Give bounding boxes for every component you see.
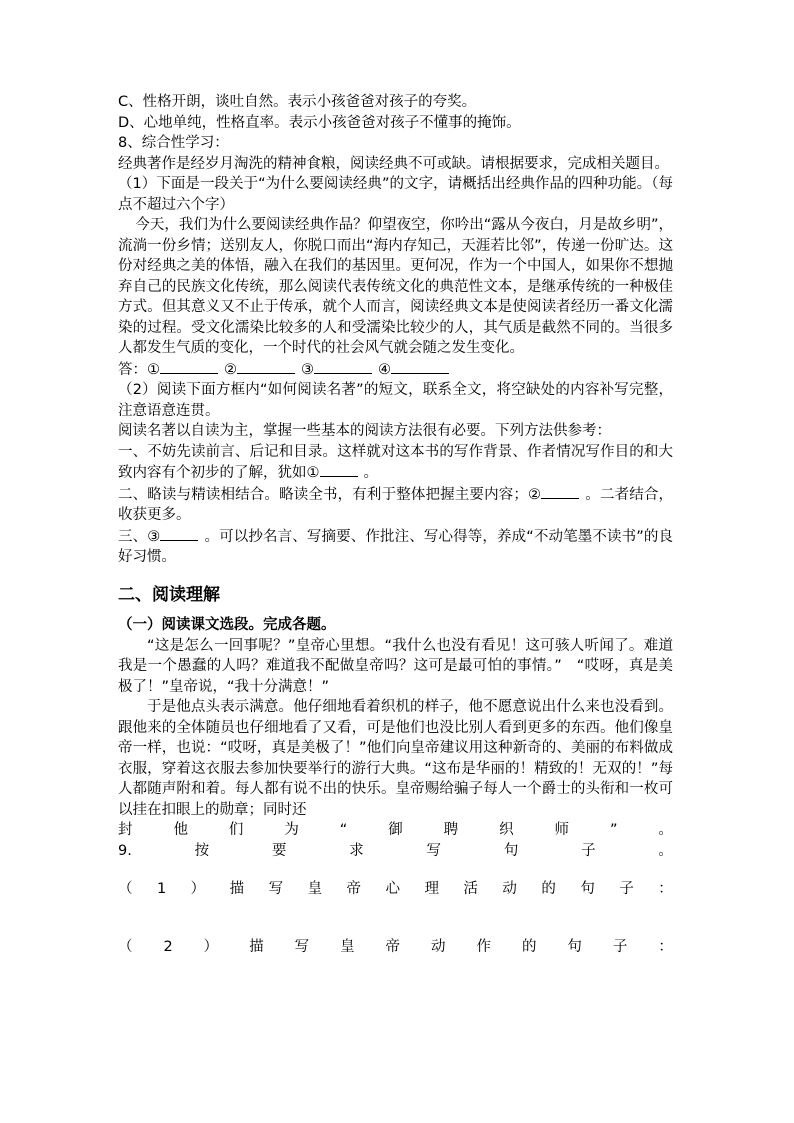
glyph: 句 [567,939,582,955]
glyph: 写 [426,842,442,859]
glyph: 9. [118,842,132,859]
method-2-end: 。二者结合，收获更多。 [118,486,674,523]
glyph: 封 [118,822,133,838]
glyph: （ [118,939,133,955]
method-3-start: 三、 [118,528,148,545]
glyph: 。 [658,842,673,859]
glyph: 的 [521,939,537,955]
glyph: 句 [503,842,519,859]
glyph: 求 [349,842,364,859]
method-3-end: 。可以抄名言、写摘要、作批注、写心得等，养成“不动笔墨不读书”的良好习惯。 [118,528,673,565]
option-d: D、心地单纯，性格直率。表示小孩爸爸对孩子不懂事的掩饰。 [118,114,521,131]
marker-4: ④ [378,361,391,378]
glyph: 按 [194,842,210,859]
glyph: 皇 [340,939,355,955]
question-9-title [118,841,673,862]
marker-3: ③ [301,361,314,378]
glyph: 。 [658,822,673,838]
method-2 [118,484,673,526]
glyph: 描 [229,881,245,897]
option-c: C、性格开朗，谈吐自然。表示小孩爸爸对孩子的夸奖。 [118,94,477,110]
glyph: “ [339,822,348,838]
question-8-part-1: （1）下面是一段关于“为什么要阅读经典”的文字，请概括出经典作品的四种功能。（每点不超过六个字） [118,176,673,213]
glyph: 动 [502,881,517,897]
method-3-marker: ③ [147,528,161,545]
method-2-blank[interactable] [541,484,579,499]
glyph: 皇 [307,881,323,897]
glyph: ” [609,822,618,838]
section-2-heading: 二、阅读理解 [118,584,220,605]
method-1 [118,442,673,484]
glyph: 为 [284,822,299,838]
reading-paragraph-2: 于是他点头表示满意。他仔细地看着织机的样子，他不愿意说出什么来也没看到。跟他来的全体随员也仔细地看了又看，可是他们也没比别人看到更多的东西。他们像皇帝一样，也说：“哎呀，真是美极了！”他们向皇帝建议用这种新奇的、美丽的布料做成衣服，穿着这衣服去参加快要举行的游行大典。“这布是华丽的！精致的！无双的！”每人都随声附和着。每人都有说不出的快乐。皇帝赐给骗子每人一个爵士的头衔和一枚可以挂在扣眼上的勋章；同时还 [118,699,673,818]
question-8-passage: 今天，我们为什么要阅读经典作品？仰望夜空，你吟出“露从今夜白，月是故乡明”，流淌一份乡情；送别友人，你脱口而出“海内存知己，天涯若比邻”，传递一份旷达。这份对经典之美的体悟，融入在我们的基因里。更何况，作为一个中国人，如果你不想抛弃自己的民族文化传统，那么阅读代表传统文化的典范性文本，是继承传统的一种极佳方式。但其意义又不止于传承，就个人而言，阅读经典文本是使阅读者经历一番文化濡染的过程。受文化濡染比较多的人和受濡染比较少的人，其气质是截然不同的。当很多人都发生气质的变化，一个时代的社会风气就会随之发生变化。 [118,217,673,356]
glyph: 帝 [346,881,362,897]
glyph: 帝 [385,939,401,955]
reading-paragraph-1: “这是怎么一回事呢？”皇帝心里想。“我什么也没有看见！这可骇人听闻了。难道我是一个愚蠢的人吗？难道我不配做皇帝吗？这可是最可怕的事情。” “哎呀，真是美极了！”皇帝说，“我十分满意！” [118,637,673,695]
question-9-part-1 [118,879,673,899]
question-8-title: 8、综合性学习： [118,135,229,151]
box-intro: 阅读名著以自读为主，掌握一些基本的阅读方法很有必要。下列方法供参考： [118,423,611,439]
method-2-text: 二、略读与精读相结合。略读全书，有利于整体把握主要内容； [118,486,528,503]
answer-blank-4[interactable] [391,359,449,374]
marker-2: ② [224,361,237,378]
glyph: ： [658,881,673,897]
method-2-marker: ② [527,486,542,503]
question-8-part-2: （2）阅读下面方框内“如何阅读名著”的短文，联系全文，将空缺处的内容补写完整，注意语意连贯。 [118,382,673,419]
question-8-intro: 经典著作是经岁月淘洗的精神食粮，阅读经典不可或缺。请根据要求，完成相关题目。 [118,155,669,172]
section-2-subheading: （一）阅读课文选段。完成各题。 [118,616,336,633]
method-1-text: 一、不妨先读前言、后记和目录。这样就对这本书的写作背景、作者情况写作目的和大致内容有个初步的了解，犹如 [118,443,673,481]
glyph: 写 [294,939,310,955]
glyph: 动 [431,939,446,955]
glyph: 织 [499,822,514,838]
glyph: ： [658,939,673,955]
glyph: 子 [581,842,596,859]
glyph: 心 [385,881,401,897]
glyph: 的 [541,881,556,897]
question-9-part-2 [118,937,673,957]
glyph: 子 [612,939,628,955]
glyph: 师 [554,822,570,838]
glyph: ） [190,881,206,897]
glyph: 子 [619,881,634,897]
method-3 [118,526,673,568]
glyph: 要 [271,842,287,859]
glyph: 2 [163,939,173,955]
document-page [118,92,673,957]
glyph: 理 [424,881,439,897]
glyph: 们 [228,822,244,838]
answer-blank-3[interactable] [314,359,372,374]
glyph: 句 [580,881,595,897]
answer-line [118,359,673,381]
glyph: 作 [476,939,491,955]
glyph: ） [203,939,219,955]
glyph: 聘 [443,822,459,838]
method-1-marker: ① [306,465,320,481]
glyph: 1 [156,881,167,897]
method-1-blank[interactable] [320,462,358,477]
glyph: （ [118,881,133,897]
glyph: 御 [388,822,403,838]
answer-blank-2[interactable] [237,359,295,374]
method-3-blank[interactable] [160,526,198,541]
answer-prefix: 答： [118,361,147,378]
reading-paragraph-2-end [118,820,673,841]
glyph: 他 [173,822,188,838]
glyph: 描 [249,939,264,955]
method-1-end: 。 [363,465,378,481]
glyph: 写 [268,881,284,897]
glyph: 活 [463,881,478,897]
marker-1: ① [147,361,160,378]
answer-blank-1[interactable] [160,359,218,374]
